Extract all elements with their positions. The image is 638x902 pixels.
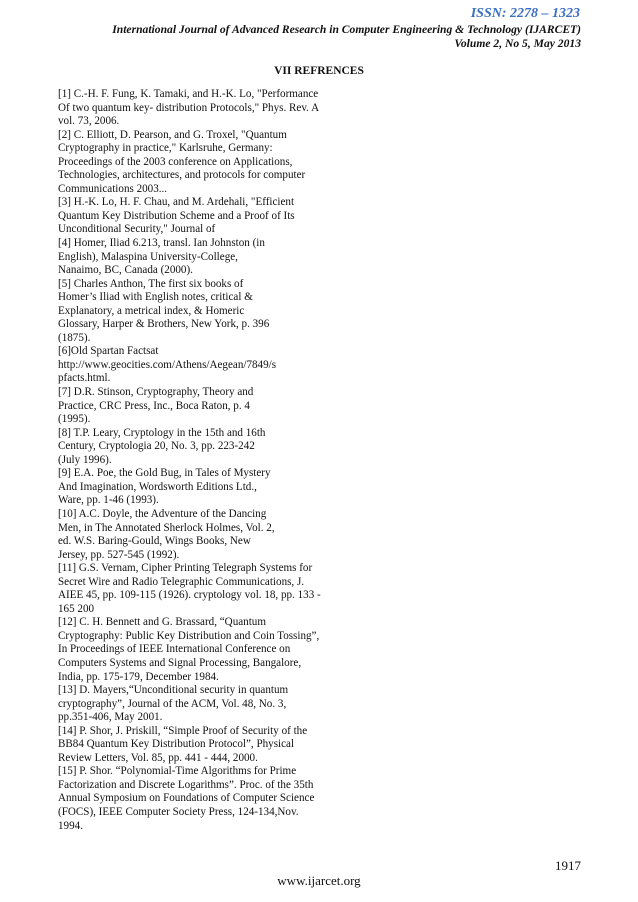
- reference-line: http://www.geocities.com/Athens/Aegean/7849/s: [58, 358, 277, 371]
- reference-line: (July 1996).: [58, 453, 112, 466]
- reference-line: [6]Old Spartan Factsat: [58, 345, 159, 358]
- journal-volume: Volume 2, No 5, May 2013: [454, 36, 581, 50]
- reference-line: (1875).: [58, 331, 91, 344]
- reference-line: AIEE 45, pp. 109-115 (1926). cryptology vol. 18, pp. 133 -: [58, 589, 321, 602]
- reference-line: [8] T.P. Leary, Cryptology in the 15th and 16th: [58, 426, 266, 439]
- reference-line: Technologies, architectures, and protocols for computer: [58, 169, 306, 182]
- reference-line: (1995).: [58, 413, 91, 426]
- reference-line: Cryptography: Public Key Distribution and Coin Tossing”,: [58, 629, 320, 642]
- reference-line: Of two quantum key- distribution Protocols," Phys. Rev. A: [58, 101, 320, 114]
- reference-line: Quantum Key Distribution Scheme and a Proof of Its: [58, 209, 295, 222]
- reference-line: Nanaimo, BC, Canada (2000).: [58, 264, 193, 277]
- journal-name: International Journal of Advanced Research in Computer Engineering & Technology (IJARCET): [112, 23, 581, 36]
- references-list: [58, 88, 328, 833]
- reference-line: [14] P. Shor, J. Priskill, “Simple Proof of Security of the: [58, 724, 308, 737]
- reference-line: Men, in The Annotated Sherlock Holmes, Vol. 2,: [58, 521, 275, 534]
- reference-line: Secret Wire and Radio Telegraphic Communications, J.: [58, 575, 305, 588]
- reference-line: Century, Cryptologia 20, No. 3, pp. 223-242: [58, 440, 255, 453]
- section-title: VII REFRENCES: [274, 65, 364, 77]
- page-number: 1917: [555, 858, 581, 873]
- reference-line: [1] C.-H. F. Fung, K. Tamaki, and H.-K. Lo, "Performance: [58, 88, 319, 100]
- footer-url: www.ijarcet.org: [277, 873, 361, 888]
- reference-line: [4] Homer, Iliad 6.213, transl. Ian Johnston (in: [58, 237, 265, 250]
- reference-line: Proceedings of the 2003 conference on Applications,: [58, 155, 293, 168]
- reference-line: pfacts.html.: [58, 372, 111, 385]
- reference-line: [2] C. Elliott, D. Pearson, and G. Troxel, "Quantum: [58, 128, 287, 141]
- reference-line: Unconditional Security," Journal of: [58, 223, 216, 236]
- reference-line: 1994.: [58, 819, 83, 832]
- reference-line: Ware, pp. 1-46 (1993).: [58, 494, 159, 507]
- reference-line: pp.351-406, May 2001.: [58, 711, 163, 724]
- journal-info: [112, 23, 581, 50]
- reference-line: Annual Symposium on Foundations of Computer Science: [58, 792, 315, 805]
- reference-line: [3] H.-K. Lo, H. F. Chau, and M. Ardehali, "Efficient: [58, 196, 295, 209]
- reference-line: India, pp. 175-179, December 1984.: [58, 670, 219, 683]
- reference-line: Factorization and Discrete Logarithms”. Proc. of the 35th: [58, 778, 314, 791]
- reference-line: Review Letters, Vol. 85, pp. 441 - 444, 2000.: [58, 751, 258, 764]
- reference-line: [9] E.A. Poe, the Gold Bug, in Tales of Mystery: [58, 467, 271, 480]
- reference-line: [15] P. Shor. “Polynomial-Time Algorithms for Prime: [58, 765, 297, 778]
- reference-line: vol. 73, 2006.: [58, 115, 120, 128]
- reference-line: 165 200: [58, 602, 95, 615]
- reference-line: [5] Charles Anthon, The first six books of: [58, 277, 244, 290]
- reference-line: Glossary, Harper & Brothers, New York, p. 396: [58, 318, 270, 331]
- reference-line: cryptography”, Journal of the ACM, Vol. 48, No. 3,: [58, 697, 287, 710]
- reference-line: Homer’s Iliad with English notes, critical &: [58, 291, 253, 304]
- reference-line: [7] D.R. Stinson, Cryptography, Theory and: [58, 386, 254, 399]
- reference-line: In Proceedings of IEEE International Conference on: [58, 643, 291, 656]
- reference-line: [11] G.S. Vernam, Cipher Printing Telegraph Systems for: [58, 562, 313, 575]
- reference-line: Explanatory, a metrical index, & Homeric: [58, 304, 245, 317]
- reference-line: [13] D. Mayers,“Unconditional security in quantum: [58, 684, 289, 697]
- reference-line: (FOCS), IEEE Computer Society Press, 124-134,Nov.: [58, 805, 299, 818]
- reference-line: And Imagination, Wordsworth Editions Ltd.,: [58, 480, 257, 493]
- reference-line: Communications 2003...: [58, 182, 168, 195]
- reference-line: [10] A.C. Doyle, the Adventure of the Dancing: [58, 507, 267, 520]
- issn-header: ISSN: 2278 – 1323: [470, 6, 580, 21]
- reference-line: Jersey, pp. 527-545 (1992).: [58, 548, 180, 561]
- reference-line: [12] C. H. Bennett and G. Brassard, “Quantum: [58, 616, 266, 629]
- reference-line: Cryptography in practice," Karlsruhe, Germany:: [58, 142, 273, 155]
- reference-line: Computers Systems and Signal Processing, Bangalore,: [58, 656, 302, 669]
- reference-line: Practice, CRC Press, Inc., Boca Raton, p. 4: [58, 399, 250, 412]
- reference-line: BB84 Quantum Key Distribution Protocol”, Physical: [58, 738, 295, 751]
- reference-line: ed. W.S. Baring-Gould, Wings Books, New: [58, 535, 251, 548]
- reference-line: English), Malaspina University-College,: [58, 250, 238, 263]
